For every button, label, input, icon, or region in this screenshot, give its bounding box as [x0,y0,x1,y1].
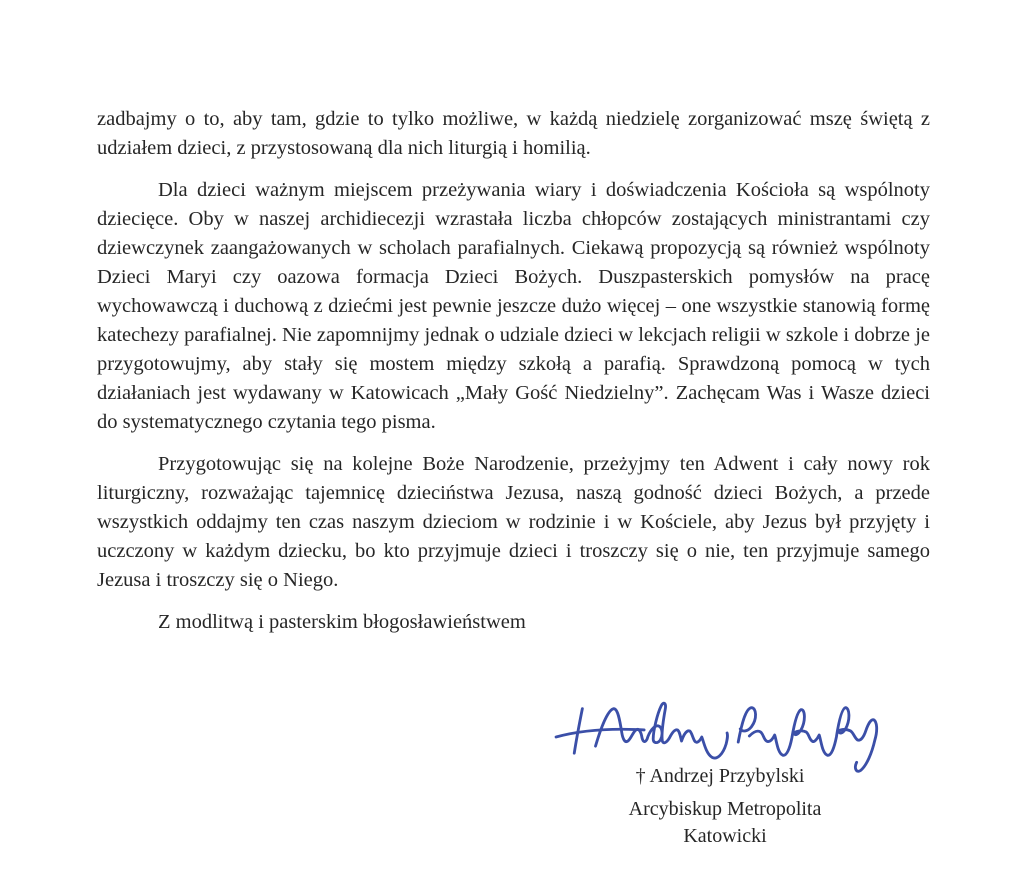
signer-title-line-2: Katowicki [683,825,767,847]
body-paragraph-3: Przygotowując się na kolejne Boże Narodzenie, przeżyjmy ten Adwent i cały nowy rok liturgiczny, rozważając tajemnicę dzieciństwa Jezusa, naszą godność dzieci Bożych, a przede wszystkich oddajmy ten czas naszym dzieciom w rodzinie i w Kościele, aby Jezus był przyjęty i uczczony w każdym dziecku, bo kto przyjmuje dzieci i troszczy się o nie, ten przyjmuje samego Jezusa i troszczy się o Niego. [97,453,930,591]
signer-printed-name: † Andrzej Przybylski [635,765,805,787]
signature-ink [556,703,877,771]
closing-salutation: Z modlitwą i pasterskim błogosławieństwem [158,611,526,633]
body-paragraph-2: Dla dzieci ważnym miejscem przeżywania wiary i doświadczenia Kościoła są wspólnoty dziecięce. Oby w naszej archidiecezji wzrastała liczba chłopców zostających ministrantami czy dziewczynek zaangażowanych w scholach parafialnych. Ciekawą propozycją są również wspólnoty Dzieci Maryi czy oazowa formacja Dzieci Bożych. Duszpasterskich pomysłów na pracę wychowawczą i duchową z dziećmi jest pewnie jeszcze dużo więcej – one wszystkie stanowią formę katechezy parafialnej. Nie zapomnijmy jednak o udziale dzieci w lekcjach religii w szkole i dobrze je przygotowujmy, aby stały się mostem między szkołą a parafią. Sprawdzoną pomocą w tych działaniach jest wydawany w Katowicach „Mały Gość Niedzielny”. Zachęcam Was i Wasze dzieci do systematycznego czytania tego pisma. [97,179,930,433]
body-paragraph-1: zadbajmy o to, aby tam, gdzie to tylko możliwe, w każdą niedzielę zorganizować mszę świętą z udziałem dzieci, z przystosowaną dla nich liturgią i homilią. [97,108,930,159]
letter-body [97,105,930,650]
signer-title-line-1: Arcybiskup Metropolita [628,798,822,820]
